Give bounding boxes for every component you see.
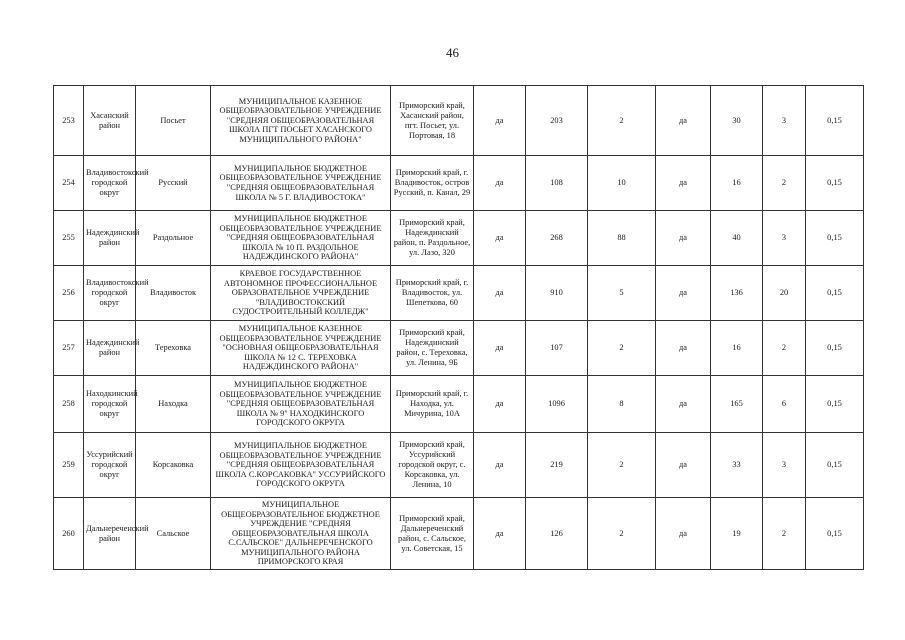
cell-count-4: 6 [763, 376, 806, 433]
cell-count-1: 219 [526, 433, 588, 498]
page-number: 46 [446, 45, 459, 60]
cell-count-2: 2 [588, 433, 656, 498]
cell-count-2: 8 [588, 376, 656, 433]
table-row [54, 266, 864, 321]
cell-flag-2: да [656, 86, 711, 156]
cell-count-3: 165 [711, 376, 763, 433]
cell-institution-name: МУНИЦИПАЛЬНОЕ БЮДЖЕТНОЕ ОБЩЕОБРАЗОВАТЕЛЬНОЕ УЧРЕЖДЕНИЕ "СРЕДНЯЯ ОБЩЕОБРАЗОВАТЕЛЬНАЯ ШКОЛА № 5 Г. ВЛАДИВОСТОКА" [211, 156, 391, 211]
table-row [54, 86, 864, 156]
cell-flag-1: да [474, 433, 526, 498]
cell-locality: Посьет [136, 86, 211, 156]
schools-table [53, 85, 864, 570]
table-row [54, 376, 864, 433]
cell-count-4: 2 [763, 156, 806, 211]
cell-institution-name: МУНИЦИПАЛЬНОЕ КАЗЕННОЕ ОБЩЕОБРАЗОВАТЕЛЬНОЕ УЧРЕЖДЕНИЕ "ОСНОВНАЯ ОБЩЕОБРАЗОВАТЕЛЬНАЯ ШКОЛА № 12 С. ТЕРЕХОВКА НАДЕЖДИНСКОГО РАЙОНА" [211, 321, 391, 376]
cell-institution-name: МУНИЦИПАЛЬНОЕ БЮДЖЕТНОЕ ОБЩЕОБРАЗОВАТЕЛЬНОЕ УЧРЕЖДЕНИЕ "СРЕДНЯЯ ОБЩЕОБРАЗОВАТЕЛЬНАЯ ШКОЛА № 9" НАХОДКИНСКОГО ГОРОДСКОГО ОКРУГА [211, 376, 391, 433]
cell-flag-2: да [656, 376, 711, 433]
cell-flag-1: да [474, 86, 526, 156]
cell-district: Дальнереченский район [84, 498, 136, 570]
cell-rate: 0,15 [806, 211, 864, 266]
cell-flag-1: да [474, 498, 526, 570]
cell-institution-name: МУНИЦИПАЛЬНОЕ ОБЩЕОБРАЗОВАТЕЛЬНОЕ БЮДЖЕТНОЕ УЧРЕЖДЕНИЕ "СРЕДНЯЯ ОБЩЕОБРАЗОВАТЕЛЬНАЯ ШКОЛА С.САЛЬСКОЕ" ДАЛЬНЕРЕЧЕНСКОГО МУНИЦИПАЛЬНОГО РАЙОНА ПРИМОРСКОГО КРАЯ [211, 498, 391, 570]
cell-flag-2: да [656, 266, 711, 321]
cell-address: Приморский край, г. Владивосток, остров Русский, п. Канал, 29 [391, 156, 474, 211]
cell-locality: Русский [136, 156, 211, 211]
cell-count-3: 16 [711, 321, 763, 376]
cell-count-4: 3 [763, 211, 806, 266]
cell-count-1: 108 [526, 156, 588, 211]
cell-count-1: 1096 [526, 376, 588, 433]
cell-rate: 0,15 [806, 321, 864, 376]
cell-count-2: 2 [588, 321, 656, 376]
cell-district: Владивостокский городской округ [84, 156, 136, 211]
cell-count-4: 3 [763, 433, 806, 498]
cell-count-2: 10 [588, 156, 656, 211]
table-row [54, 156, 864, 211]
cell-locality: Сальское [136, 498, 211, 570]
cell-count-1: 126 [526, 498, 588, 570]
cell-address: Приморский край, Дальнереченский район, с. Сальское, ул. Советская, 15 [391, 498, 474, 570]
cell-institution-name: МУНИЦИПАЛЬНОЕ БЮДЖЕТНОЕ ОБЩЕОБРАЗОВАТЕЛЬНОЕ УЧРЕЖДЕНИЕ "СРЕДНЯЯ ОБЩЕОБРАЗОВАТЕЛЬНАЯ ШКОЛА С.КОРСАКОВКА" УССУРИЙСКОГО ГОРОДСКОГО ОКРУГА [211, 433, 391, 498]
cell-institution-name: КРАЕВОЕ ГОСУДАРСТВЕННОЕ АВТОНОМНОЕ ПРОФЕССИОНАЛЬНОЕ ОБРАЗОВАТЕЛЬНОЕ УЧРЕЖДЕНИЕ "ВЛАДИВОСТОКСКИЙ СУДОСТРОИТЕЛЬНЫЙ КОЛЛЕДЖ" [211, 266, 391, 321]
cell-flag-2: да [656, 498, 711, 570]
cell-flag-1: да [474, 376, 526, 433]
cell-address: Приморский край, Надеждинский район, с. Тереховка, ул. Ленина, 9Б [391, 321, 474, 376]
cell-count-2: 88 [588, 211, 656, 266]
cell-count-4: 3 [763, 86, 806, 156]
cell-count-4: 20 [763, 266, 806, 321]
cell-count-3: 33 [711, 433, 763, 498]
cell-locality: Находка [136, 376, 211, 433]
cell-flag-1: да [474, 211, 526, 266]
cell-district: Владивостокский городской округ [84, 266, 136, 321]
cell-count-3: 16 [711, 156, 763, 211]
cell-count-3: 19 [711, 498, 763, 570]
table-row [54, 211, 864, 266]
table-row [54, 321, 864, 376]
cell-number: 258 [54, 376, 84, 433]
cell-district: Надеждинский район [84, 211, 136, 266]
cell-address: Приморский край, Надеждинский район, п. Раздольное, ул. Лазо, 320 [391, 211, 474, 266]
cell-address: Приморский край, г. Владивосток, ул. Шепеткова, 60 [391, 266, 474, 321]
cell-count-1: 203 [526, 86, 588, 156]
cell-count-4: 2 [763, 321, 806, 376]
cell-number: 259 [54, 433, 84, 498]
cell-institution-name: МУНИЦИПАЛЬНОЕ КАЗЕННОЕ ОБЩЕОБРАЗОВАТЕЛЬНОЕ УЧРЕЖДЕНИЕ "СРЕДНЯЯ ОБЩЕОБРАЗОВАТЕЛЬНАЯ ШКОЛА ПГТ ПОСЬЕТ ХАСАНСКОГО МУНИЦИПАЛЬНОГО РАЙОНА" [211, 86, 391, 156]
cell-locality: Владивосток [136, 266, 211, 321]
cell-count-3: 136 [711, 266, 763, 321]
cell-rate: 0,15 [806, 433, 864, 498]
cell-district: Надеждинский район [84, 321, 136, 376]
cell-number: 256 [54, 266, 84, 321]
cell-flag-2: да [656, 433, 711, 498]
cell-district: Находкинский городской округ [84, 376, 136, 433]
cell-rate: 0,15 [806, 156, 864, 211]
cell-address: Приморский край, Хасанский район, пгт. Посьет, ул. Портовая, 18 [391, 86, 474, 156]
cell-institution-name: МУНИЦИПАЛЬНОЕ БЮДЖЕТНОЕ ОБЩЕОБРАЗОВАТЕЛЬНОЕ УЧРЕЖДЕНИЕ "СРЕДНЯЯ ОБЩЕОБРАЗОВАТЕЛЬНАЯ ШКОЛА № 10 П. РАЗДОЛЬНОЕ НАДЕЖДИНСКОГО РАЙОНА" [211, 211, 391, 266]
cell-count-2: 5 [588, 266, 656, 321]
cell-address: Приморский край, г. Находка, ул. Мичурина, 10А [391, 376, 474, 433]
cell-locality: Тереховка [136, 321, 211, 376]
cell-locality: Корсаковка [136, 433, 211, 498]
cell-count-4: 2 [763, 498, 806, 570]
cell-rate: 0,15 [806, 86, 864, 156]
cell-count-2: 2 [588, 498, 656, 570]
cell-count-1: 268 [526, 211, 588, 266]
cell-number: 260 [54, 498, 84, 570]
table-row [54, 498, 864, 570]
cell-count-2: 2 [588, 86, 656, 156]
cell-flag-2: да [656, 211, 711, 266]
cell-district: Хасанский район [84, 86, 136, 156]
cell-number: 255 [54, 211, 84, 266]
cell-number: 257 [54, 321, 84, 376]
cell-count-1: 107 [526, 321, 588, 376]
cell-flag-2: да [656, 156, 711, 211]
cell-count-3: 30 [711, 86, 763, 156]
cell-number: 253 [54, 86, 84, 156]
cell-count-3: 40 [711, 211, 763, 266]
cell-locality: Раздольное [136, 211, 211, 266]
cell-flag-2: да [656, 321, 711, 376]
cell-district: Уссурийский городской округ [84, 433, 136, 498]
table-row [54, 433, 864, 498]
cell-flag-1: да [474, 266, 526, 321]
cell-number: 254 [54, 156, 84, 211]
cell-rate: 0,15 [806, 498, 864, 570]
cell-flag-1: да [474, 321, 526, 376]
cell-flag-1: да [474, 156, 526, 211]
cell-rate: 0,15 [806, 376, 864, 433]
cell-count-1: 910 [526, 266, 588, 321]
cell-rate: 0,15 [806, 266, 864, 321]
cell-address: Приморский край, Уссурийский городской округ, с. Корсаковка, ул. Ленина, 10 [391, 433, 474, 498]
